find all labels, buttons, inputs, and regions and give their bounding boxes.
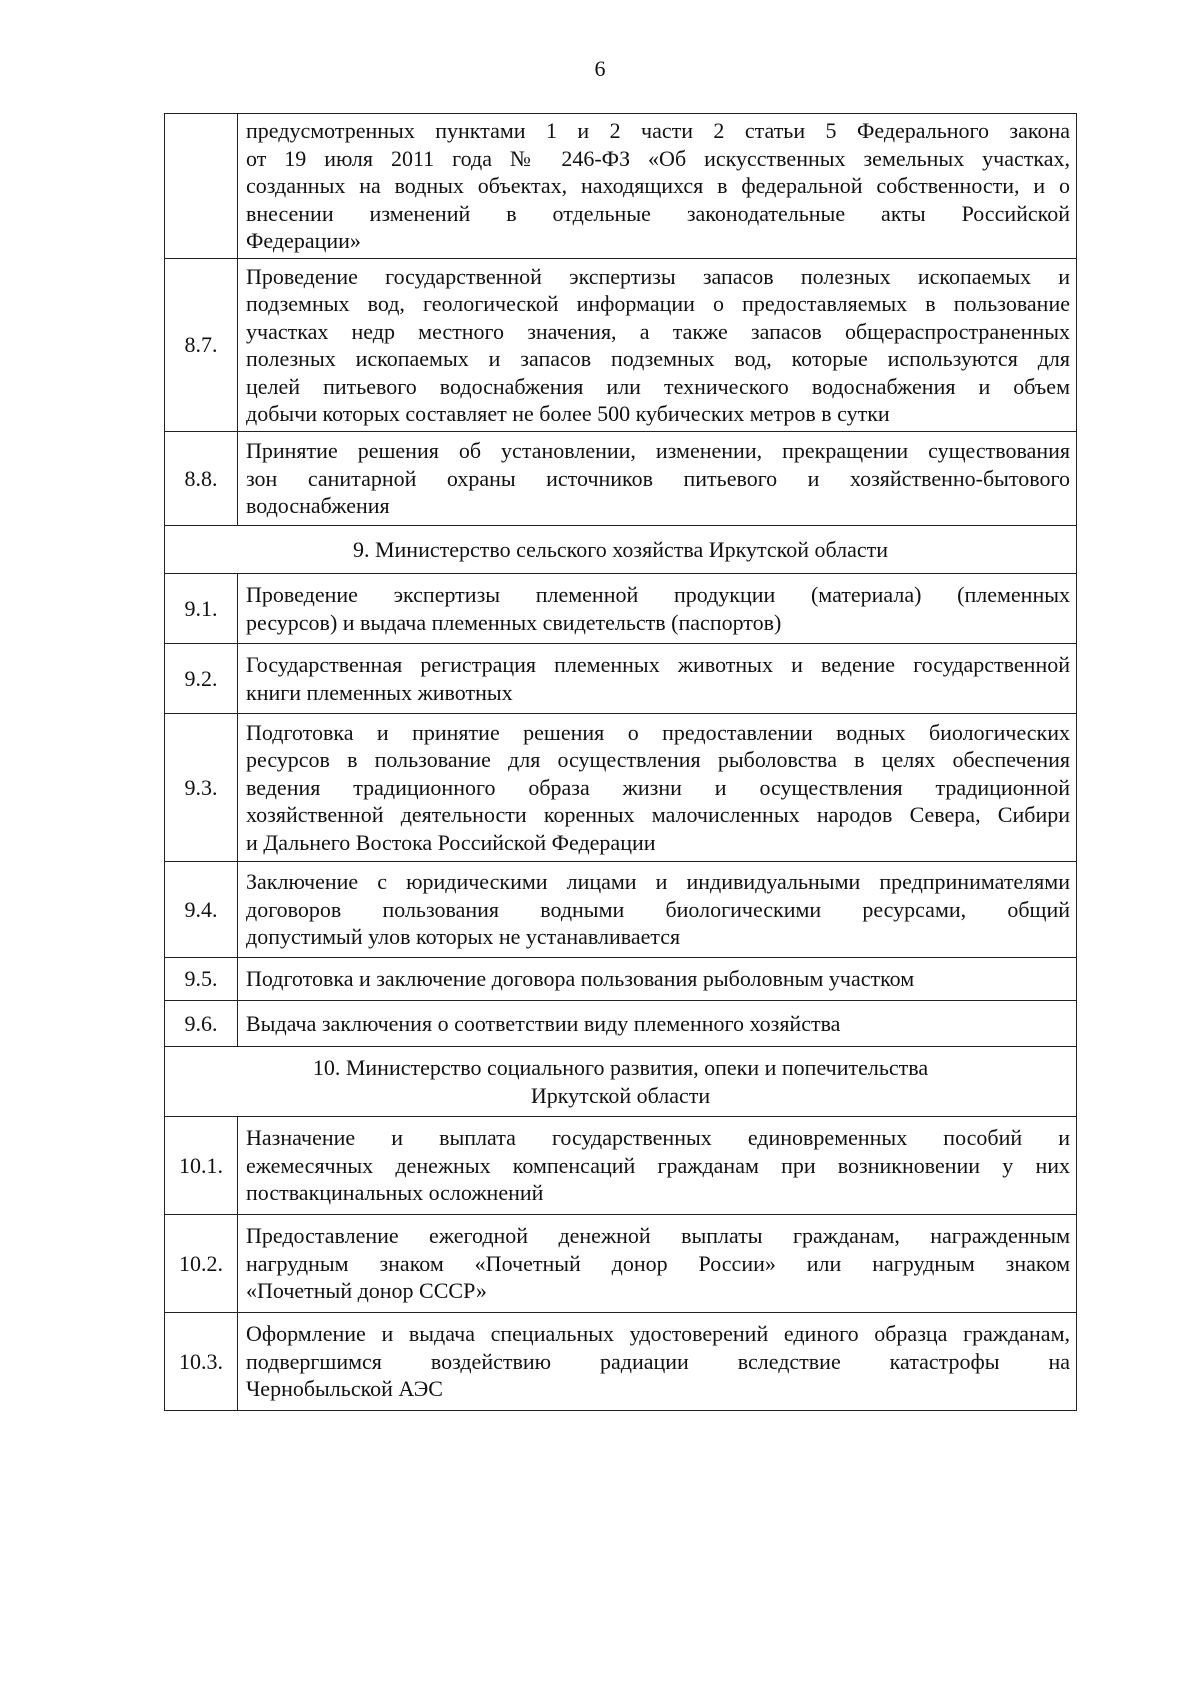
description-line: хозяйственной деятельности коренных малочисленных народов Севера, Сибири: [246, 802, 1070, 828]
item-description: [238, 1001, 1077, 1047]
table-row: [165, 1313, 1077, 1411]
description-line: водоснабжения: [246, 493, 390, 519]
item-number: 9.3.: [165, 714, 238, 862]
description-line: от 19 июля 2011 года № 246-ФЗ «Об искусственных земельных участках,: [246, 145, 1070, 171]
description-line: подземных вод, геологической информации о предоставляемых в пользование: [246, 291, 1070, 316]
description-line: Чернобыльской АЭС: [246, 1376, 443, 1402]
description-line: ресурсов) и выдача племенных свидетельств (паспортов): [246, 609, 782, 635]
description-line: подвергшимся воздействию радиации вследствие катастрофы на: [246, 1348, 1070, 1374]
section-title-line: 9. Министерство сельского хозяйства Иркутской области: [352, 536, 889, 562]
section-title: [165, 526, 1077, 574]
description-line: Подготовка и принятие решения о предоставлении водных биологических: [246, 719, 1070, 745]
description-line: Заключение с юридическими лицами и индивидуальными предпринимателями: [246, 869, 1070, 895]
item-number: 9.6.: [165, 1001, 238, 1047]
item-number: 10.2.: [165, 1215, 238, 1313]
description-line: Федерации»: [246, 228, 361, 254]
table-row: [165, 1001, 1077, 1047]
description-line: целей питьевого водоснабжения или технического водоснабжения и объем: [246, 373, 1070, 399]
description-line: ведения традиционного образа жизни и осуществления традиционной: [246, 774, 1070, 800]
section-title-line: 10. Министерство социального развития, опеки и попечительства: [312, 1055, 929, 1080]
table-row: [165, 958, 1077, 1001]
page-number: 6: [594, 56, 606, 81]
description-line: Государственная регистрация племенных животных и ведение государственной: [246, 652, 1070, 677]
description-line: Проведение экспертизы племенной продукции (материала) (племенных: [246, 582, 1070, 607]
item-description: [238, 1117, 1077, 1215]
item-description: [238, 114, 1077, 259]
table-row: [165, 432, 1077, 526]
item-description: [238, 1313, 1077, 1411]
table-row: [165, 1117, 1077, 1215]
description-line: созданных на водных объектах, находящихся в федеральной собственности, и о: [246, 173, 1070, 199]
item-description: [238, 432, 1077, 526]
table-row: [165, 714, 1077, 862]
item-number: 10.1.: [165, 1117, 238, 1215]
item-number: 9.1.: [165, 574, 238, 644]
description-line: ежемесячных денежных компенсаций гражданам при возникновении у них: [246, 1152, 1070, 1178]
item-number: 9.5.: [165, 958, 238, 1001]
table-row: [165, 644, 1077, 714]
table-row: [165, 574, 1077, 644]
description-line: предусмотренных пунктами 1 и 2 части 2 статьи 5 Федерального закона: [246, 118, 1070, 144]
item-number: [165, 114, 238, 259]
table-row: [165, 114, 1077, 259]
table-row: [165, 259, 1077, 432]
description-line: полезных ископаемых и запасов подземных вод, которые используются для: [246, 346, 1070, 371]
item-number: 8.7.: [165, 259, 238, 432]
description-line: Назначение и выплата государственных единовременных пособий и: [246, 1125, 1070, 1151]
section-title: [165, 1047, 1077, 1117]
item-number: 8.8.: [165, 432, 238, 526]
section-title-line: Иркутской области: [530, 1082, 711, 1108]
description-line: Предоставление ежегодной денежной выплаты гражданам, награжденным: [246, 1223, 1070, 1249]
item-description: [238, 714, 1077, 862]
description-line: «Почетный донор СССР»: [246, 1278, 487, 1304]
item-description: [238, 644, 1077, 714]
item-description: [238, 958, 1077, 1001]
table-row: [165, 862, 1077, 958]
description-line: допустимый улов которых не устанавливается: [246, 924, 681, 950]
description-line: Проведение государственной экспертизы запасов полезных ископаемых и: [246, 263, 1070, 289]
description-line: Выдача заключения о соответствии виду племенного хозяйства: [246, 1010, 841, 1036]
item-description: [238, 574, 1077, 644]
description-line: нагрудным знаком «Почетный донор России» или нагрудным знаком: [246, 1250, 1070, 1276]
item-number: 9.2.: [165, 644, 238, 714]
description-line: поствакцинальных осложнений: [246, 1180, 544, 1206]
description-line: добычи которых составляет не более 500 кубических метров в сутки: [246, 401, 890, 426]
item-number: 10.3.: [165, 1313, 238, 1411]
item-description: [238, 862, 1077, 958]
description-line: участках недр местного значения, а также запасов общераспространенных: [246, 318, 1070, 344]
description-line: ресурсов в пользование для осуществления рыболовства в целях обеспечения: [246, 747, 1070, 773]
description-line: внесении изменений в отдельные законодательные акты Российской: [246, 200, 1070, 226]
description-line: Оформление и выдача специальных удостоверений единого образца гражданам,: [246, 1321, 1070, 1347]
description-line: и Дальнего Востока Российской Федерации: [246, 829, 656, 855]
description-line: Принятие решения об установлении, изменении, прекращении существования: [246, 438, 1070, 464]
description-line: Подготовка и заключение договора пользования рыболовным участком: [246, 966, 915, 992]
item-number: 9.4.: [165, 862, 238, 958]
description-line: договоров пользования водными биологическими ресурсами, общий: [246, 896, 1070, 922]
section-header-row: [165, 526, 1077, 574]
description-line: зон санитарной охраны источников питьевого и хозяйственно-бытового: [246, 465, 1070, 491]
item-description: [238, 1215, 1077, 1313]
section-header-row: [165, 1047, 1077, 1117]
table-row: [165, 1215, 1077, 1313]
description-line: книги племенных животных: [246, 679, 513, 705]
item-description: [238, 259, 1077, 432]
services-table: [164, 113, 1077, 1411]
